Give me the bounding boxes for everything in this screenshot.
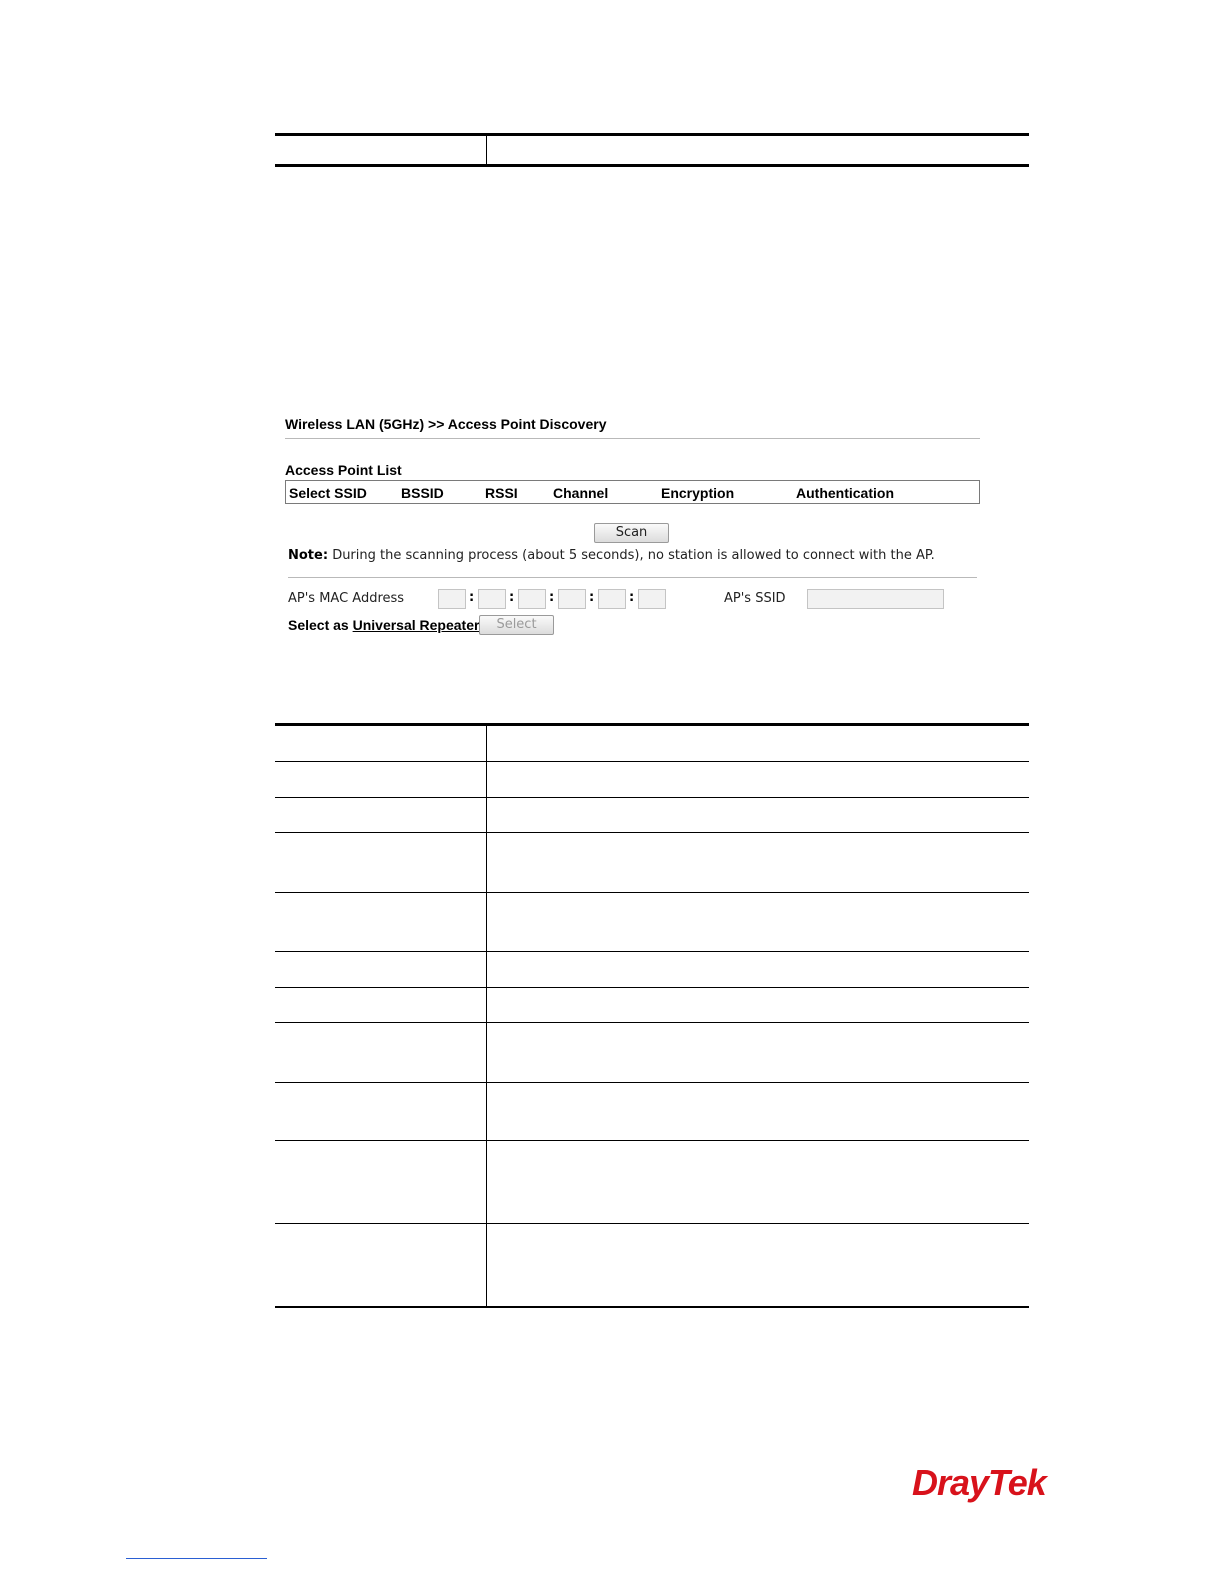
- ap-ssid-input[interactable]: [807, 589, 944, 609]
- table-row-divider: [275, 797, 1029, 798]
- scan-button[interactable]: Scan: [594, 523, 669, 543]
- table-column-divider: [486, 726, 487, 1306]
- mac-separator: :: [509, 590, 515, 605]
- mac-octet-5-input[interactable]: [598, 589, 626, 609]
- table-row-divider: [275, 1223, 1029, 1224]
- table-row-divider: [275, 892, 1029, 893]
- ap-ssid-label: AP's SSID: [724, 591, 786, 606]
- column-channel: Channel: [553, 485, 609, 501]
- table-row-divider: [275, 1140, 1029, 1141]
- mac-octet-2-input[interactable]: [478, 589, 506, 609]
- note-text: During the scanning process (about 5 seconds), no station is allowed to connect with the AP.: [332, 548, 935, 563]
- mac-octet-4-input[interactable]: [558, 589, 586, 609]
- table-row-divider: [275, 1082, 1029, 1083]
- column-authentication: Authentication: [796, 485, 894, 501]
- column-encryption: Encryption: [661, 485, 735, 501]
- universal-repeater-link[interactable]: Universal Repeater: [352, 617, 480, 633]
- repeater-prefix: Select as: [288, 617, 349, 633]
- column-rssi: RSSI: [485, 485, 518, 501]
- page-title: Wireless LAN (5GHz) >> Access Point Discovery: [285, 416, 607, 432]
- mac-separator: :: [589, 590, 595, 605]
- note-label: Note:: [288, 548, 329, 563]
- draytek-logo: DrayTek: [912, 1462, 1046, 1503]
- footer-divider: [126, 1558, 267, 1559]
- mac-address-label: AP's MAC Address: [288, 591, 405, 606]
- top-table: [275, 133, 1029, 167]
- mac-separator: :: [549, 590, 555, 605]
- scan-note: [288, 548, 935, 563]
- mac-octet-1-input[interactable]: [438, 589, 466, 609]
- mac-separator: :: [629, 590, 635, 605]
- select-as-repeater-label: [288, 617, 484, 633]
- column-bssid: BSSID: [401, 485, 444, 501]
- table-row-divider: [275, 951, 1029, 952]
- mac-octet-3-input[interactable]: [518, 589, 546, 609]
- access-point-list-header: [285, 480, 980, 504]
- table-row-divider: [275, 832, 1029, 833]
- table-row-divider: [275, 1022, 1029, 1023]
- bottom-table: [275, 723, 1029, 1308]
- table-row-divider: [275, 761, 1029, 762]
- access-point-list-label: Access Point List: [285, 462, 402, 478]
- mac-separator: :: [469, 590, 475, 605]
- table-column-divider: [486, 136, 487, 164]
- mac-octet-6-input[interactable]: [638, 589, 666, 609]
- column-select-ssid: Select SSID: [289, 485, 367, 501]
- select-button[interactable]: Select: [479, 615, 554, 635]
- title-divider: [285, 438, 980, 439]
- note-divider: [288, 577, 977, 578]
- table-row-divider: [275, 987, 1029, 988]
